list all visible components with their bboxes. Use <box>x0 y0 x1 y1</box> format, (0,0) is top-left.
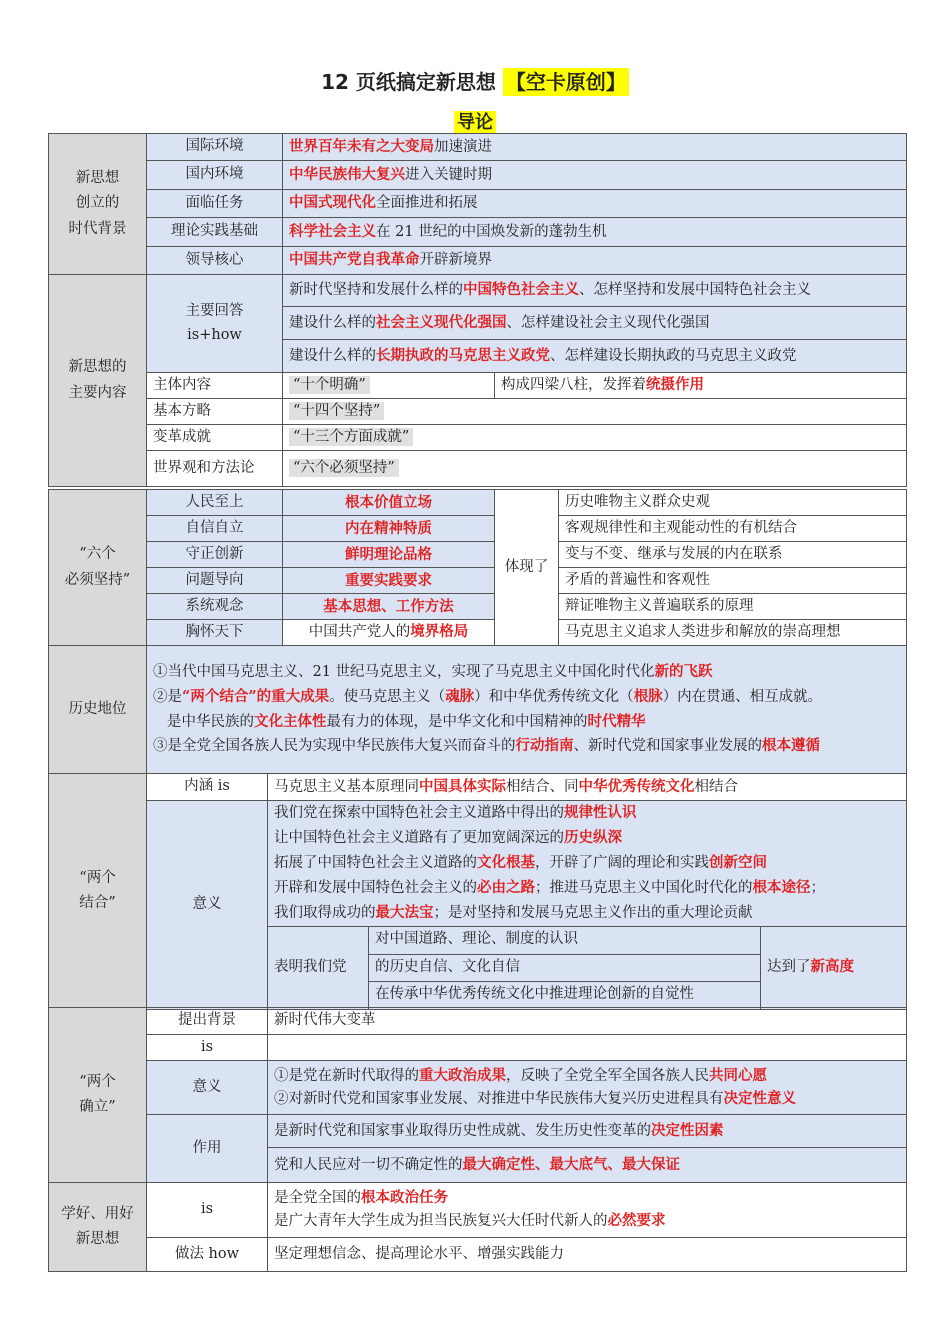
row-value: 科学社会主义在 21 世纪的中国焕发新的蓬勃生机 <box>283 218 907 247</box>
row-key: 理论实践基础 <box>147 218 283 247</box>
history-line-1: ①当代中国马克思主义、21 世纪马克思主义，实现了马克思主义中国化时代化新的飞跃 <box>153 662 713 680</box>
must-value: 中国共产党人的境界格局 <box>283 620 495 646</box>
row-value: 世界百年未有之大变局加速演进 <box>283 134 907 161</box>
must-principle: 马克思主义追求人类进步和解放的崇高理想 <box>559 620 907 646</box>
row-key: 国际环境 <box>147 134 283 161</box>
section-label-six-musts: “六个 必须坚持” <box>49 490 147 646</box>
must-value: 重要实践要求 <box>283 568 495 594</box>
must-principle: 辩证唯物主义普遍联系的原理 <box>559 594 907 620</box>
show-item: 在传承中华优秀传统文化中推进理论创新的自觉性 <box>369 981 761 1009</box>
section-study-table <box>48 1182 907 1272</box>
answer-row: 建设什么样的长期执政的马克思主义政党、怎样建设长期执政的马克思主义政党 <box>283 340 907 373</box>
section-six-musts-table <box>48 489 907 646</box>
is-key: is <box>147 1183 268 1238</box>
must-principle: 客观规律性和主观能动性的有机结合 <box>559 516 907 542</box>
how-key: 做法 how <box>147 1238 268 1272</box>
item-value: “十三个方面成就” <box>283 425 907 451</box>
must-value: 内在精神特质 <box>283 516 495 542</box>
section-content-table <box>48 274 907 487</box>
is-value: 马克思主义基本原理同中国具体实际相结合、同中华优秀传统文化相结合 <box>268 774 907 801</box>
section-label-two-combinations: “两个 结合” <box>49 774 147 1010</box>
significance-content: 我们党在探索中国特色社会主义道路中得出的规律性认识 让中国特色社会主义道路有了更加宽阔深远的历史纵深 拓展了中国特色社会主义道路的文化根基，开辟了广阔的理论和实践创新空间 开辟和发展中国特色社会主义的必由之路；推进马克思主义中国化时代化的根本途径； 我们取得成功的最大法宝；是对坚持和发展马克思主义作出的重大理论贡献 <box>268 801 907 927</box>
reach-label: 达到了新高度 <box>761 926 907 1009</box>
page-subtitle: 导论 <box>0 108 950 134</box>
significance-content: ①是党在新时代取得的重大政治成果，反映了全党全军全国各族人民共同心愿 ②对新时代党和国家事业发展、对推进中华民族伟大复兴历史进程具有决定性意义 <box>268 1061 907 1115</box>
is-value <box>268 1035 907 1061</box>
row-key: 领导核心 <box>147 247 283 275</box>
section-background-table <box>48 133 907 275</box>
must-value: 基本思想、工作方法 <box>283 594 495 620</box>
item-key: 主体内容 <box>147 373 283 399</box>
must-key: 守正创新 <box>147 542 283 568</box>
row-key: 国内环境 <box>147 161 283 190</box>
answer-label: 主要回答 is+how <box>147 275 283 373</box>
row-value: 中国共产党自我革命开辟新境界 <box>283 247 907 275</box>
must-key: 自信自立 <box>147 516 283 542</box>
is-key: 内涵 is <box>147 774 268 801</box>
must-value: 鲜明理论品格 <box>283 542 495 568</box>
title-tag: 【空卡原创】 <box>503 68 629 96</box>
title-main: 12 页纸搞定新思想 <box>321 70 496 94</box>
page-title <box>0 66 950 95</box>
must-key: 系统观念 <box>147 594 283 620</box>
significance-key: 意义 <box>147 801 268 1010</box>
function-line: 党和人民应对一切不确定性的最大确定性、最大底气、最大保证 <box>268 1148 907 1183</box>
history-line-2: ②是“两个结合”的重大成果。使马克思主义（魂脉）和中华优秀传统文化（根脉）内在贯通、相互成就。 <box>153 687 823 705</box>
is-key: is <box>147 1035 268 1061</box>
section-two-establishments-table <box>48 1007 907 1183</box>
history-line-4: ③是全党全国各族人民为实现中华民族伟大复兴而奋斗的行动指南、新时代党和国家事业发展的根本遵循 <box>153 737 820 755</box>
function-line: 是新时代党和国家事业取得历史性成就、发生历史性变革的决定性因素 <box>268 1115 907 1148</box>
section-label-study: 学好、用好 新思想 <box>49 1183 147 1272</box>
item-value: “十个明确” <box>283 373 495 399</box>
background-key: 提出背景 <box>147 1008 268 1035</box>
function-key: 作用 <box>147 1115 268 1183</box>
must-key: 问题导向 <box>147 568 283 594</box>
background-value: 新时代伟大变革 <box>268 1008 907 1035</box>
item-key: 变革成就 <box>147 425 283 451</box>
answer-row: 建设什么样的社会主义现代化强国、怎样建设社会主义现代化强国 <box>283 307 907 340</box>
row-value: 中国式现代化全面推进和拓展 <box>283 190 907 218</box>
is-content: 是全党全国的根本政治任务 是广大青年大学生成为担当民族复兴大任时代新人的必然要求 <box>268 1183 907 1238</box>
show-item: 的历史自信、文化自信 <box>369 954 761 981</box>
significance-key: 意义 <box>147 1061 268 1115</box>
section-label-content: 新思想的 主要内容 <box>49 275 147 487</box>
section-label-two-establishments: “两个 确立” <box>49 1008 147 1183</box>
must-value: 根本价值立场 <box>283 490 495 516</box>
item-key: 基本方略 <box>147 399 283 425</box>
history-content <box>147 646 907 774</box>
must-principle: 历史唯物主义群众史观 <box>559 490 907 516</box>
item-extra: 构成四梁八柱，发挥着统摄作用 <box>495 373 907 399</box>
answer-row: 新时代坚持和发展什么样的中国特色社会主义、怎样坚持和发展中国特色社会主义 <box>283 275 907 307</box>
row-key: 面临任务 <box>147 190 283 218</box>
history-line-3: 是中华民族的文化主体性最有力的体现，是中华文化和中国精神的时代精华 <box>167 712 646 730</box>
must-key: 胸怀天下 <box>147 620 283 646</box>
item-value: “六个必须坚持” <box>283 451 907 487</box>
show-label: 表明我们党 <box>268 926 369 1009</box>
section-label-background: 新思想 创立的 时代背景 <box>49 134 147 275</box>
show-item: 对中国道路、理论、制度的认识 <box>369 926 761 954</box>
must-key: 人民至上 <box>147 490 283 516</box>
must-principle: 变与不变、继承与发展的内在联系 <box>559 542 907 568</box>
reflect-label: 体现了 <box>495 490 559 646</box>
item-value: “十四个坚持” <box>283 399 907 425</box>
section-history-table <box>48 645 907 774</box>
section-two-combinations-table <box>48 773 907 1010</box>
section-label-history: 历史地位 <box>49 646 147 774</box>
how-value: 坚定理想信念、提高理论水平、增强实践能力 <box>268 1238 907 1272</box>
row-value: 中华民族伟大复兴进入关键时期 <box>283 161 907 190</box>
must-principle: 矛盾的普遍性和客观性 <box>559 568 907 594</box>
item-key: 世界观和方法论 <box>147 451 283 487</box>
